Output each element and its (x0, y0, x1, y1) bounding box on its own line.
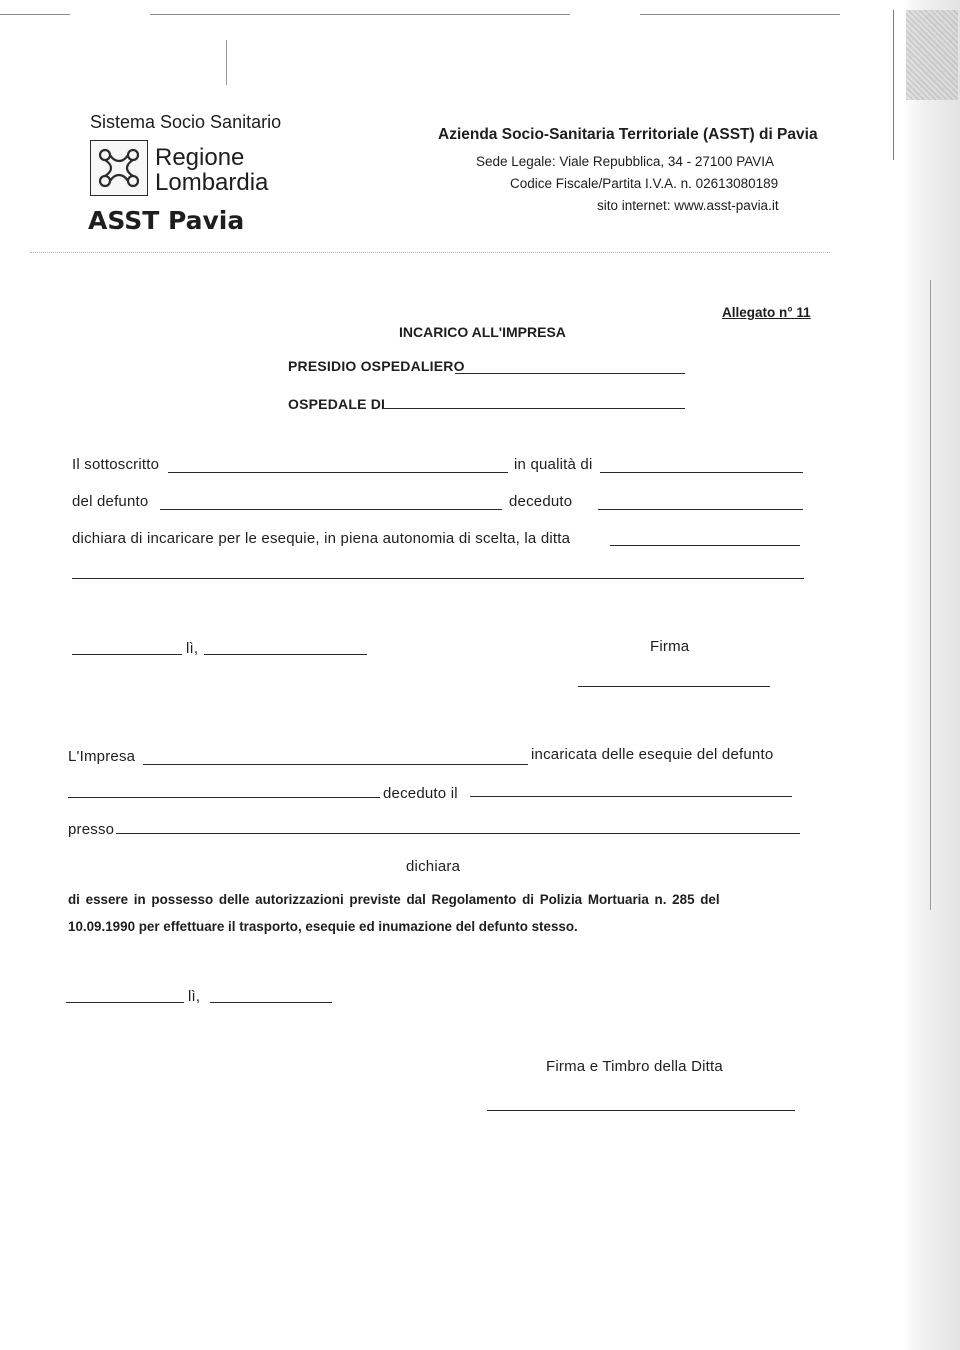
died-label: deceduto (509, 493, 573, 510)
declaration-text: dichiara di incaricare per le esequie, in piena autonomia di scelta, la ditta (72, 530, 571, 547)
attachment-number: Allegato n° 11 (722, 305, 811, 320)
deceased-name-field-2[interactable] (68, 797, 380, 798)
signature-field[interactable] (578, 686, 770, 687)
died-on-label: deceduto il (383, 785, 458, 802)
at-field[interactable] (116, 833, 800, 834)
scan-fold-line-lower (930, 280, 931, 910)
region-logo (90, 140, 148, 196)
ospedale-field[interactable] (382, 394, 685, 409)
agency-tax-code: Codice Fiscale/Partita I.V.A. n. 02613080189 (510, 176, 779, 191)
rosa-camuna-icon (91, 141, 147, 195)
stamp-signature-field[interactable] (487, 1110, 795, 1111)
died-on-field[interactable] (470, 796, 792, 797)
at-label: presso (68, 821, 115, 838)
deceased-label: del defunto (72, 493, 149, 510)
asst-label: ASST Pavia (88, 206, 245, 235)
place-date-separator: lì, (186, 640, 199, 657)
date-field[interactable] (204, 654, 367, 655)
scan-fold-line (893, 10, 894, 160)
presidio-field[interactable] (455, 359, 685, 374)
document-title: INCARICO ALL'IMPRESA (399, 324, 566, 340)
company-field[interactable] (143, 750, 528, 765)
place-field[interactable] (72, 654, 182, 655)
stamp-label: Firma e Timbro della Ditta (546, 1058, 723, 1075)
deceased-name-field[interactable] (160, 495, 502, 510)
undersigned-label: Il sottoscritto (72, 456, 160, 473)
region-name-line1: Regione (155, 144, 245, 171)
scan-top-line-left (0, 14, 70, 15)
died-field[interactable] (598, 495, 803, 510)
agency-website: sito internet: www.asst-pavia.it (597, 198, 779, 213)
capacity-label: in qualità di (514, 456, 593, 473)
ospedale-label: OSPEDALE DI (288, 396, 386, 412)
signature-label: Firma (650, 638, 690, 655)
agency-name: Azienda Socio-Sanitaria Territoriale (ASST) di Pavia (438, 126, 818, 143)
region-name-line2: Lombardia (155, 169, 269, 196)
declares-label: dichiara (406, 858, 461, 875)
agency-address: Sede Legale: Viale Repubblica, 34 - 27100 PAVIA (476, 154, 774, 169)
presidio-label: PRESIDIO OSPEDALIERO (288, 358, 465, 374)
company-name-field-continued[interactable] (72, 578, 804, 579)
company-place-field[interactable] (66, 1002, 184, 1003)
company-label: L'Impresa (68, 748, 136, 765)
charged-label: incaricata delle esequie del defunto (531, 746, 774, 763)
company-date-field[interactable] (210, 1002, 332, 1003)
scan-mark (226, 40, 227, 85)
undersigned-name-field[interactable] (168, 458, 508, 473)
scan-top-line-center (150, 14, 570, 15)
system-label: Sistema Socio Sanitario (90, 112, 282, 132)
scan-shadow-edge (902, 0, 960, 1350)
scan-top-line-right (640, 14, 840, 15)
scan-noise-corner (906, 10, 958, 100)
statement-line2: 10.09.1990 per effettuare il trasporto, esequie ed inumazione del defunto stesso. (68, 919, 578, 934)
company-name-field[interactable] (610, 531, 800, 546)
statement-line1: di essere in possesso delle autorizzazioni previste dal Regolamento di Polizia Mortuaria n. 285 del (68, 892, 720, 907)
scan-noise-dots (30, 252, 830, 253)
company-place-date-separator: lì, (188, 988, 201, 1005)
capacity-field[interactable] (600, 458, 803, 473)
